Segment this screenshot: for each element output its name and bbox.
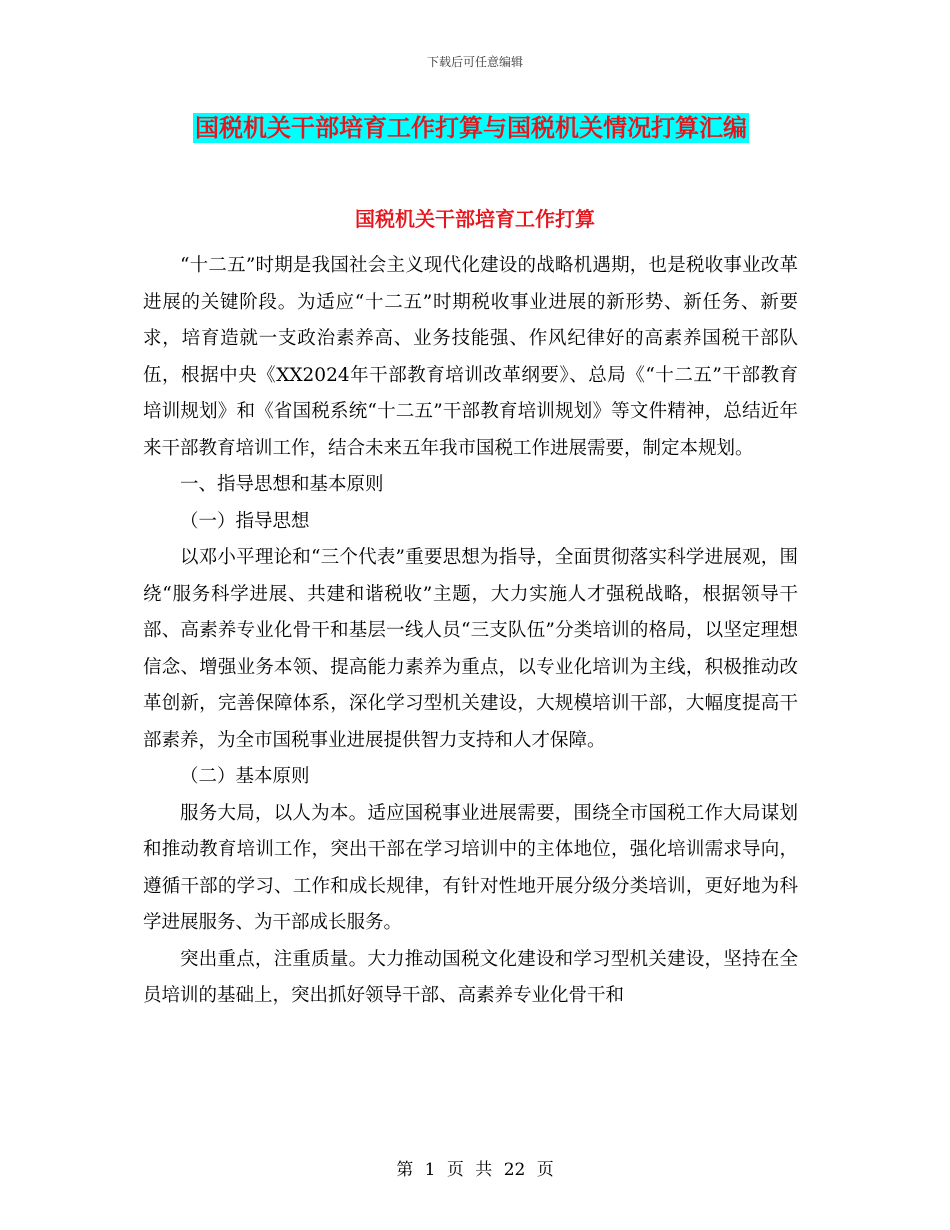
subheading-basic-principles: （二）基本原则 xyxy=(180,766,310,787)
subheading-guiding-thought: （一）指导思想 xyxy=(180,510,310,532)
paragraph: 以邓小平理论和“三个代表”重要思想为指导，全面贯彻落实科学进展观，围绕“服务科学进展、共建和谐税收”主题，大力实施人才强税战略，根据领导干部、高素养专业化骨干和基层一线人员“三支队伍”分类培训的格局，以坚定理想信念、增强业务本领、提高能力素养为重点，以专业化培训为主线，积极推动改革创新，完善保障体系，深化学习型机关建设，大规模培训干部，大幅度提高干部素养，为全市国税事业进展提供智力支持和人才保障。 xyxy=(143,547,798,751)
section-title: 国税机关干部培育工作打算 xyxy=(355,207,595,231)
page-header-note: 下载后可任意编辑 xyxy=(426,55,523,69)
page-footer: 第 1 页 共 22 页 xyxy=(396,1160,554,1180)
document-title: 国税机关干部培育工作打算与国税机关情况打算汇编 xyxy=(195,113,747,142)
paragraph: 服务大局，以人为本。适应国税事业进展需要，围绕全市国税工作大局谋划和推动教育培训工作，突出干部在学习培训中的主体地位，强化培训需求导向，遵循干部的学习、工作和成长规律，有针对性地开展分级分类培训，更好地为科学进展服务、为干部成长服务。 xyxy=(143,802,798,933)
document-body xyxy=(143,248,798,1015)
paragraph: 突出重点，注重质量。大力推动国税文化建设和学习型机关建设，坚持在全员培训的基础上，突出抓好领导干部、高素养专业化骨干和 xyxy=(143,948,798,1006)
paragraph: “十二五”时期是我国社会主义现代化建设的战略机遇期，也是税收事业改革进展的关键阶段。为适应“十二五”时期税收事业进展的新形势、新任务、新要求，培育造就一支政治素养高、业务技能强、作风纪律好的高素养国税干部队伍，根据中央《XX2024年干部教育培训改革纲要》、总局《“十二五”干部教育培训规划》和《省国税系统“十二五”干部教育培训规划》等文件精神，总结近年来干部教育培训工作，结合未来五年我市国税工作进展需要，制定本规划。 xyxy=(143,255,798,459)
heading-guiding-principles: 一、指导思想和基本原则 xyxy=(180,474,384,495)
